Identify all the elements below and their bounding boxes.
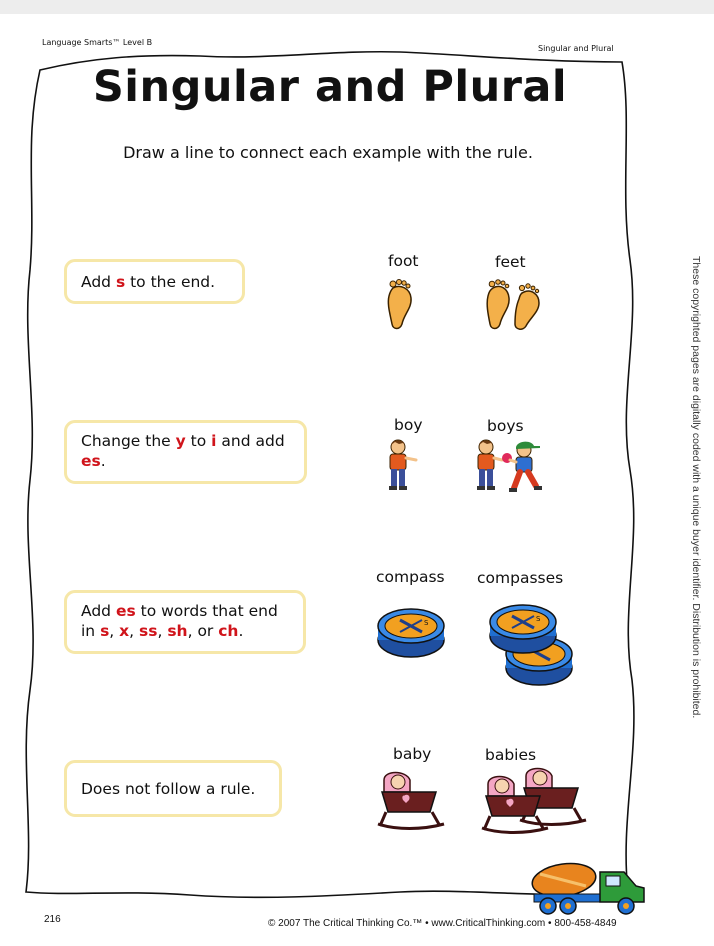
rule-text: Add bbox=[81, 602, 116, 620]
compasses-icon[interactable] bbox=[486, 600, 578, 688]
rule-highlight: es bbox=[81, 452, 101, 470]
rule-highlight: es bbox=[115, 602, 136, 620]
feet-icon[interactable] bbox=[484, 276, 544, 332]
rule-text: Change the bbox=[81, 432, 176, 450]
boys-icon[interactable] bbox=[474, 438, 544, 496]
rule-highlight: s bbox=[100, 622, 110, 640]
word-babies: babies bbox=[485, 746, 537, 764]
rule-text: , bbox=[129, 622, 140, 640]
footer-copyright: © 2007 The Critical Thinking Co.™ • www.CriticalThinking.com • 800-458-4849 bbox=[268, 918, 617, 929]
rule-text: . bbox=[100, 452, 106, 470]
word-compasses: compasses bbox=[477, 569, 564, 587]
rule-highlight: ss bbox=[139, 622, 158, 640]
rule-text: Does not follow a rule. bbox=[81, 780, 256, 798]
rule-highlight: x bbox=[119, 622, 130, 640]
rule-text: to the end. bbox=[125, 273, 216, 291]
rule-box-add-s[interactable] bbox=[64, 259, 245, 304]
rule-text: , bbox=[157, 622, 168, 640]
rule-highlight: ch bbox=[218, 622, 239, 640]
rule-text: to words that end in bbox=[81, 602, 278, 640]
foot-icon[interactable] bbox=[384, 278, 418, 332]
word-boy: boy bbox=[394, 416, 423, 434]
rule-highlight: sh bbox=[167, 622, 188, 640]
series-label: Language Smarts™ Level B bbox=[42, 38, 153, 47]
rule-box-change-y[interactable] bbox=[64, 420, 307, 484]
instructions: Draw a line to connect each example with the rule. bbox=[123, 143, 533, 162]
rule-highlight: s bbox=[115, 273, 126, 291]
copyright-side-note: These copyrighted pages are digitally coded with a unique buyer identifier. Distribution is prohibited. bbox=[690, 256, 702, 719]
rule-highlight: i bbox=[211, 432, 217, 450]
boy-icon[interactable] bbox=[386, 438, 420, 494]
rule-text: , bbox=[109, 622, 120, 640]
compass-icon[interactable] bbox=[376, 604, 448, 660]
word-foot: foot bbox=[388, 252, 419, 270]
rule-box-add-es[interactable] bbox=[64, 590, 306, 654]
cement-truck-icon bbox=[526, 858, 650, 918]
topic-label: Singular and Plural bbox=[538, 44, 614, 53]
word-feet: feet bbox=[495, 253, 526, 271]
rule-box-no-rule[interactable] bbox=[64, 760, 282, 817]
svg-text:S: S bbox=[536, 615, 541, 623]
word-baby: baby bbox=[393, 745, 432, 763]
rule-text: to bbox=[185, 432, 212, 450]
rule-text: and add bbox=[216, 432, 285, 450]
word-boys: boys bbox=[487, 417, 524, 435]
rule-text: , or bbox=[187, 622, 219, 640]
page-number: 216 bbox=[44, 914, 61, 925]
babies-cradle-icon[interactable] bbox=[478, 764, 590, 836]
rule-text: Add bbox=[81, 273, 116, 291]
word-compass: compass bbox=[376, 568, 445, 586]
rule-highlight: y bbox=[175, 432, 186, 450]
page-title: Singular and Plural bbox=[92, 62, 568, 112]
svg-text:S: S bbox=[424, 619, 429, 627]
rule-text: . bbox=[238, 622, 244, 640]
baby-cradle-icon[interactable] bbox=[376, 768, 446, 832]
